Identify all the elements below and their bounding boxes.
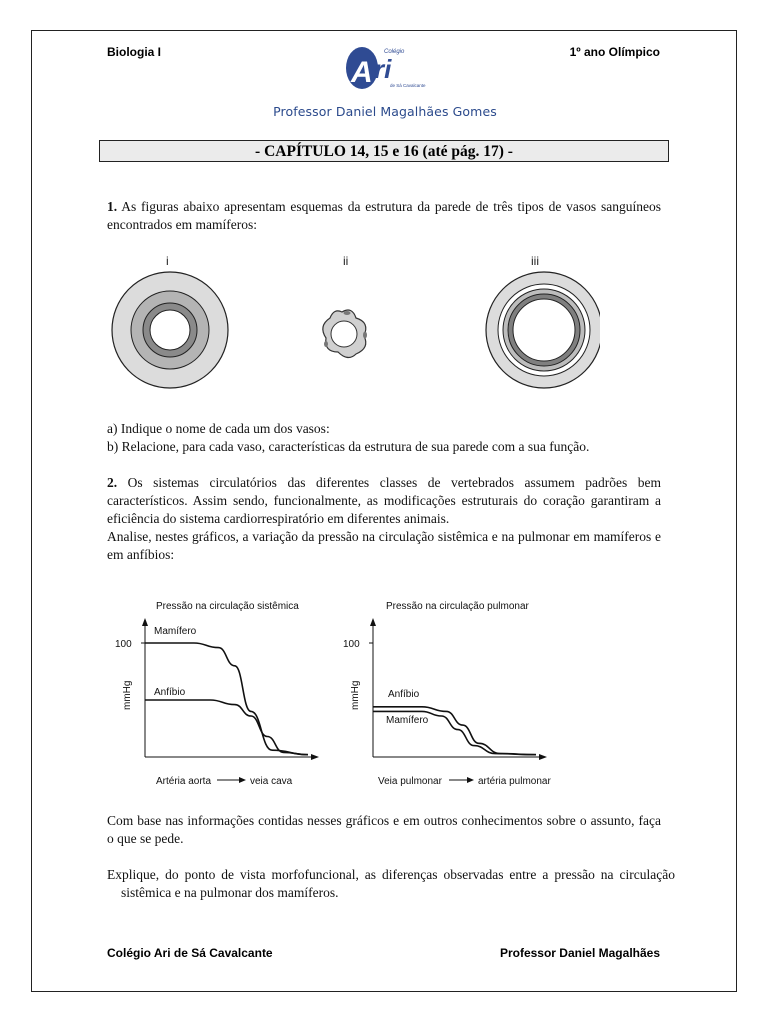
footer-school: Colégio Ari de Sá Cavalcante <box>107 946 273 960</box>
chapter-title: - CAPÍTULO 14, 15 e 16 (até pág. 17) - <box>99 140 669 162</box>
logo-main-text: ri <box>374 54 392 84</box>
chart-2-y-axis-label: mmHg <box>350 680 361 710</box>
vessel-ii-diagram <box>323 310 367 358</box>
question-2-prompt: Explique, do ponto de vista morfofuncional, as diferenças observadas entre a pressão na circulação sistêmica e na pulmonar dos mamíferos. <box>107 867 675 900</box>
chart-1-series-label-anfibio: Anfíbio <box>154 687 186 698</box>
logo-a-letter: A <box>351 56 373 89</box>
question-1-number: 1. <box>107 199 118 214</box>
chart-1-series-label-mamifero: Mamífero <box>154 626 197 637</box>
systemic-pressure-chart <box>115 601 319 787</box>
question-2-text: 2. Os sistemas circulatórios das diferentes classes de vertebrados assumem padrões bem característicos. Assim sendo, funcionalmente, as modificações estruturais do coração garantiram a eficiência do sistema cardiorrespiratório em diferentes animais. <box>107 475 661 526</box>
vessel-i-diagram <box>112 272 228 388</box>
chart-1-y-arrow <box>142 618 148 626</box>
chart-1-series-anfibio <box>145 700 308 755</box>
chart-2-y-arrow <box>370 618 376 626</box>
chart-1-x-start-label: Artéria aorta <box>156 776 212 787</box>
chart-2-x-end-label: artéria pulmonar <box>478 776 551 787</box>
vessel-label-i: i <box>166 254 169 268</box>
question-2-text-2: Analise, nestes gráficos, a variação da pressão na circulação sistêmica e na pulmonar em mamíferos e em anfíbios: <box>107 529 661 562</box>
question-1-item-b: b) Relacione, para cada vaso, características da estrutura de sua parede com a sua função. <box>107 439 590 454</box>
chart-1-y-tick-label: 100 <box>115 639 132 650</box>
logo-sub-text: de Sá Cavalcante <box>390 83 426 88</box>
vessel-iii-diagram <box>486 272 600 388</box>
pressure-charts <box>100 592 570 802</box>
chart-1-x-label-arrowhead <box>239 777 246 783</box>
vessel-label-ii: ii <box>343 254 349 268</box>
chart-1-x-arrow <box>311 754 319 760</box>
chart-2-series-anfibio <box>373 707 536 755</box>
chart-2-x-arrow <box>539 754 547 760</box>
question-2-number: 2. <box>107 475 118 490</box>
vessel-label-iii: iii <box>531 254 539 268</box>
question-1-text: 1. As figuras abaixo apresentam esquemas da estrutura da parede de três tipos de vasos sanguíneos encontrados em mamíferos: <box>107 199 661 232</box>
subject-label: Biologia I <box>107 45 161 59</box>
chart-1-x-end-label: veia cava <box>250 776 293 787</box>
vessel-diagrams <box>100 270 600 400</box>
chart-2-y-tick-label: 100 <box>343 639 360 650</box>
school-logo <box>342 44 426 94</box>
question-1-item-a: a) Indique o nome de cada um dos vasos: <box>107 421 330 436</box>
chart-2-x-start-label: Veia pulmonar <box>378 776 442 787</box>
logo-small-text: Colégio <box>384 49 405 55</box>
chart-1-y-axis-label: mmHg <box>122 680 133 710</box>
grade-label: 1º ano Olímpico <box>569 45 660 59</box>
chart-2-series-label-anfibio: Anfíbio <box>388 689 420 700</box>
footer-professor: Professor Daniel Magalhães <box>499 946 660 960</box>
question-2-after-chart: Com base nas informações contidas nesses gráficos e em outros conhecimentos sobre o assunto, faça o que se pede. <box>107 813 661 846</box>
chart-2-series-label-mamifero: Mamífero <box>386 715 429 726</box>
pulmonary-pressure-chart <box>343 601 551 787</box>
chart-1-title: Pressão na circulação sistêmica <box>156 601 299 612</box>
chart-2-title: Pressão na circulação pulmonar <box>386 601 529 612</box>
chart-1-series-mamifero <box>145 643 308 755</box>
professor-name: Professor Daniel Magalhães Gomes <box>273 104 497 119</box>
chart-2-x-label-arrowhead <box>467 777 474 783</box>
